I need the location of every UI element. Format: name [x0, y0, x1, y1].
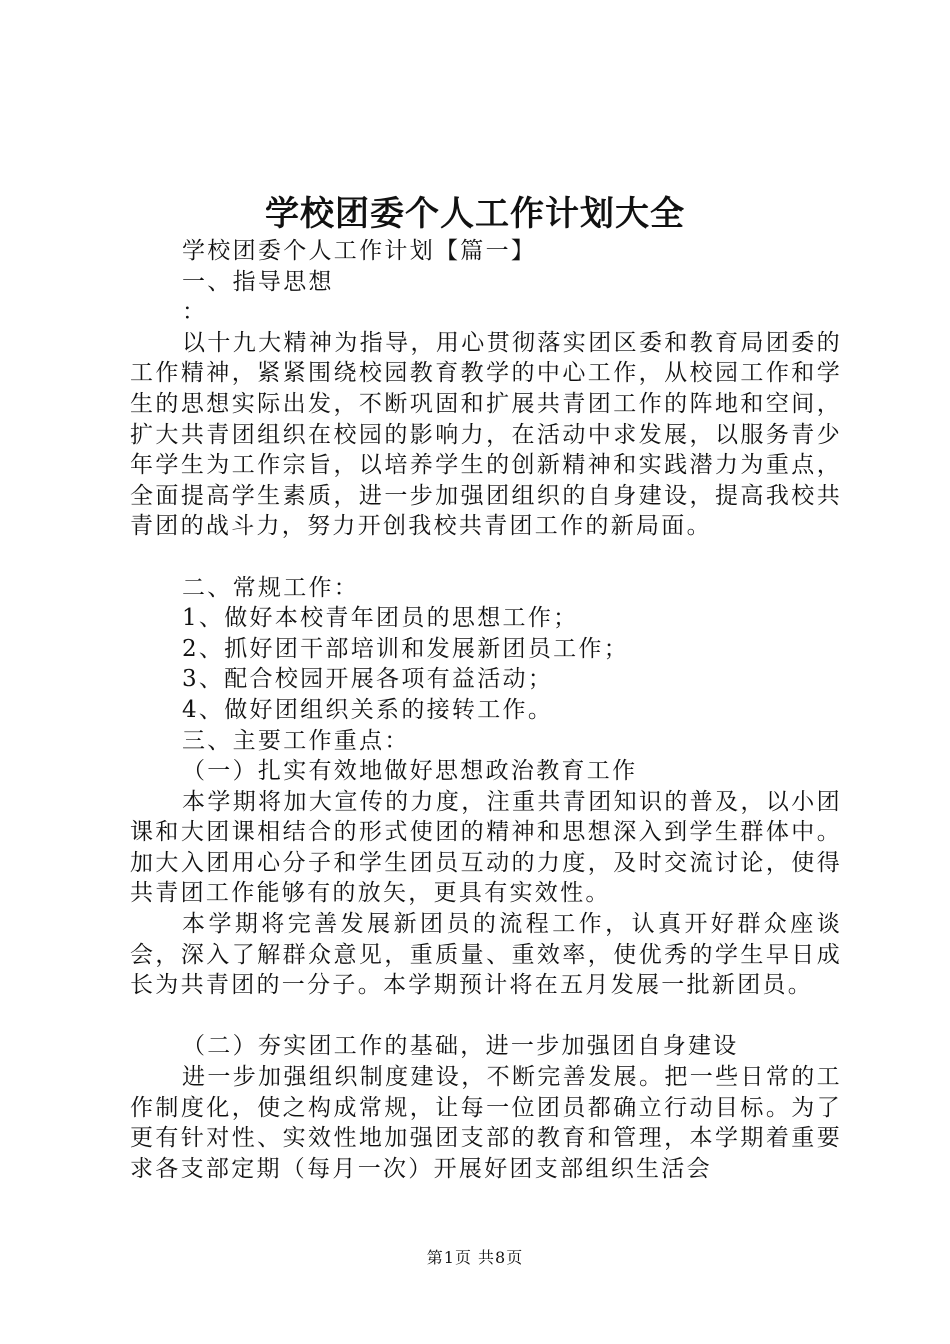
- document-title: 学校团委个人工作计划大全: [265, 194, 685, 234]
- body-paragraph: 本学期将完善发展新团员的流程工作，认真开好群众座谈会，深入了解群众意见，重质量、重效率，使优秀的学生早日成长为共青团的一分子。本学期预计将在五月发展一批新团员。: [130, 911, 842, 999]
- section-heading: 一、指导思想: [182, 268, 334, 295]
- body-paragraph: 进一步加强组织制度建设，不断完善发展。把一些日常的工作制度化，使之构成常规，让每一位团员都确立行动目标。为了更有针对性、实效性地加强团支部的教育和管理，本学期着重要求各支部定期（每月一次）开展好团支部组织生活会: [130, 1064, 842, 1182]
- document-body: [130, 236, 842, 1184]
- section-heading: 学校团委个人工作计划【篇一】: [182, 238, 537, 264]
- paragraph-gap: [130, 542, 842, 573]
- list-item: 4、做好团组织关系的接转工作。: [182, 696, 554, 723]
- body-paragraph: 本学期将加大宣传的力度，注重共青团知识的普及，以小团课和大团课相结合的形式使团的精神和思想深入到学生群体中。加大入团用心分子和学生团员互动的力度，及时交流讨论，使得共青团工作能够有的放矢，更具有实效性。: [130, 788, 842, 907]
- section-heading: 三、主要工作重点：: [182, 727, 410, 754]
- list-item: 1、做好本校青年团员的思想工作；: [182, 605, 579, 632]
- subsection-heading: （一）扎实有效地做好思想政治教育工作: [182, 758, 638, 785]
- body-paragraph: 以十九大精神为指导，用心贯彻落实团区委和教育局团委的工作精神，紧紧围绕校园教育教学的中心工作，从校园工作和学生的思想实际出发，不断巩固和扩展共青团工作的阵地和空间，扩大共青团组织在校园的影响力，在活动中求发展，以服务青少年学生为工作宗旨，以培养学生的创新精神和实践潜力为重点，全面提高学生素质，进一步加强团组织的自身建设，提高我校共青团的战斗力，努力开创我校共青团工作的新局面。: [130, 329, 842, 540]
- page-footer: 第1页 共8页: [426, 1248, 524, 1267]
- list-item: 3、配合校园开展各项有益活动；: [182, 666, 554, 693]
- colon-line: ：: [182, 299, 208, 326]
- list-item: 2、抓好团干部培训和发展新团员工作；: [182, 635, 630, 662]
- subsection-heading: （二）夯实团工作的基础，进一步加强团自身建设: [182, 1033, 739, 1060]
- section-heading: 二、常规工作：: [182, 574, 360, 601]
- paragraph-gap: [130, 1001, 842, 1032]
